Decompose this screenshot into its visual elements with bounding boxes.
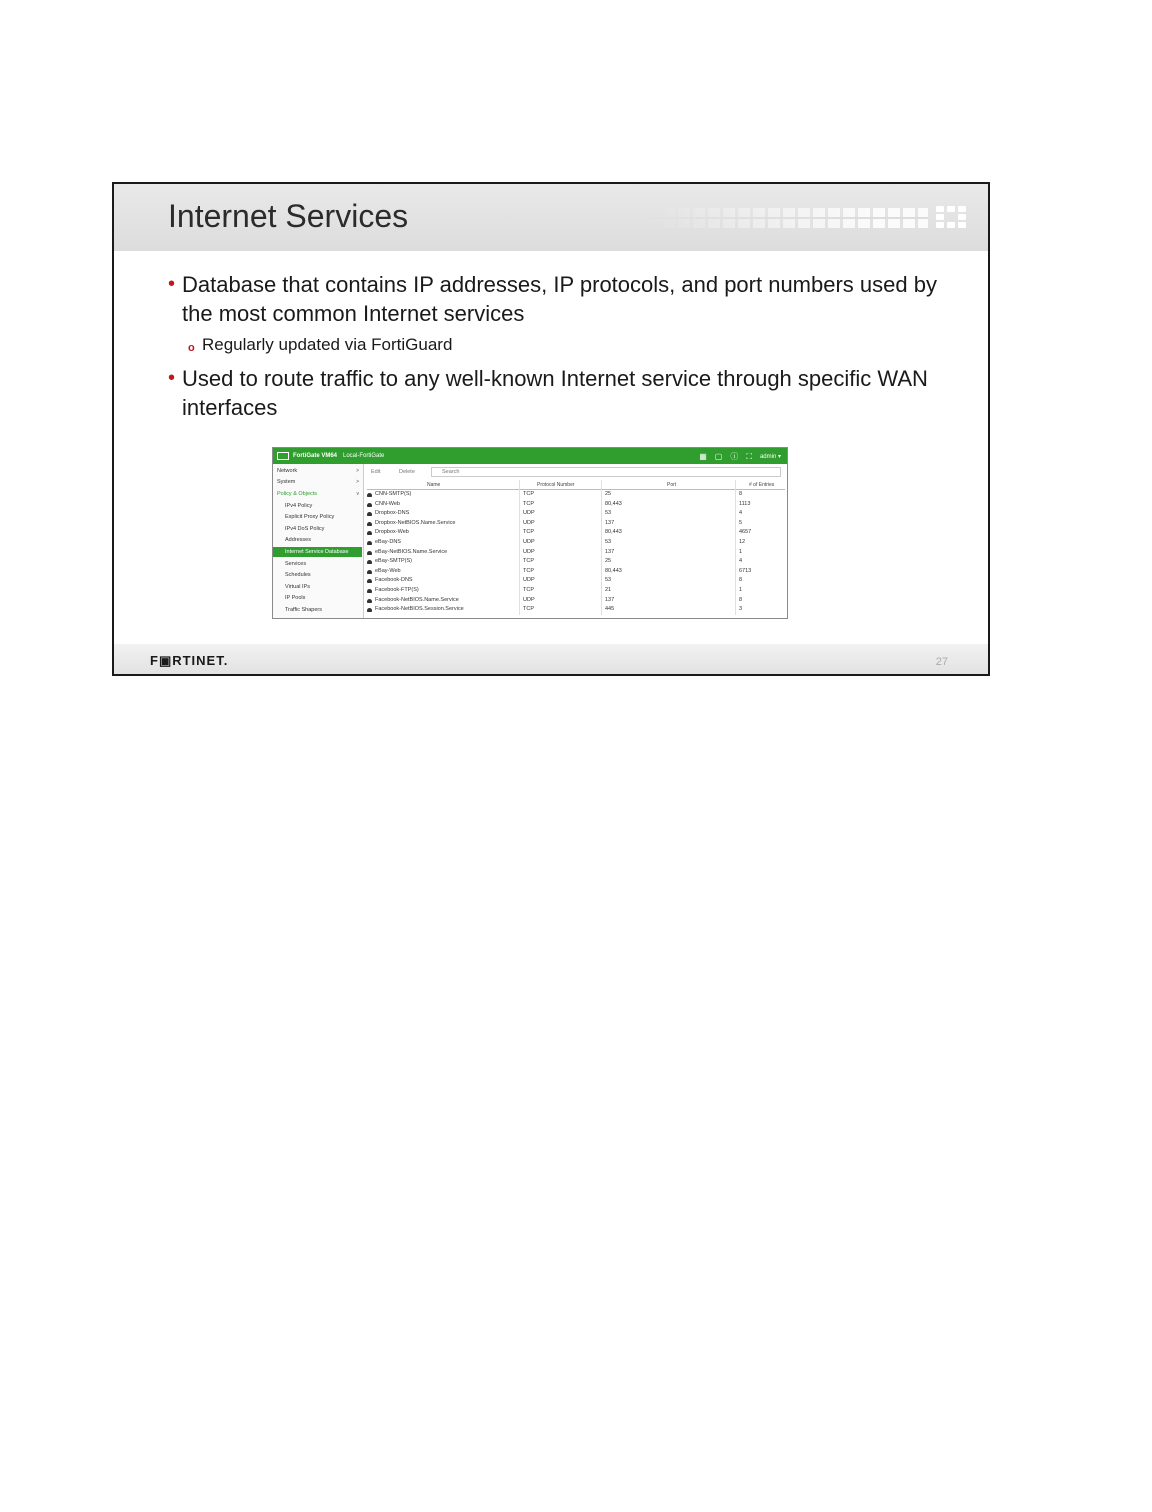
- cell-port: 137: [605, 548, 615, 555]
- cloud-icon: [367, 589, 372, 593]
- sidebar-item-explicit-proxy[interactable]: Explicit Proxy Policy: [285, 514, 335, 520]
- column-header-entries[interactable]: # of Entries: [749, 482, 775, 488]
- sidebar-item-virtual-ips[interactable]: Virtual IPs: [285, 584, 310, 590]
- fortigate-logo-icon: [277, 452, 289, 460]
- cloud-icon: [367, 522, 372, 526]
- help-icon[interactable]: ⓘ: [730, 452, 739, 461]
- cell-port: 80,443: [605, 500, 622, 507]
- cell-name: CNN-Web: [375, 500, 400, 507]
- fortigate-screenshot: [272, 447, 788, 619]
- bullet-item: • Used to route traffic to any well-known Internet service through specific WAN interfaces: [168, 364, 948, 422]
- table-row[interactable]: [367, 519, 785, 529]
- cell-entries: 8: [739, 577, 743, 584]
- sidebar-item-network[interactable]: Network: [277, 468, 298, 474]
- cell-entries: 6713: [739, 567, 752, 574]
- slide-header: [114, 184, 988, 251]
- cell-protocol: TCP: [523, 558, 534, 565]
- edit-button[interactable]: Edit: [371, 469, 381, 475]
- cell-port: 53: [605, 510, 612, 517]
- slide-footer: [114, 644, 988, 674]
- chevron-right-icon: >: [356, 468, 359, 474]
- sidebar-item-system[interactable]: System: [277, 479, 296, 485]
- hostname: Local-FortiGate: [343, 453, 385, 459]
- chevron-right-icon: >: [356, 479, 359, 485]
- table-row[interactable]: [367, 596, 785, 606]
- table-header: [367, 480, 785, 490]
- cell-entries: 1113: [739, 500, 751, 507]
- cloud-icon: [367, 560, 372, 564]
- cell-protocol: UDP: [523, 596, 535, 603]
- table-row[interactable]: [367, 528, 785, 538]
- cloud-icon: [367, 579, 372, 583]
- cli-console-icon[interactable]: ▦: [699, 452, 707, 461]
- cloud-icon: [367, 599, 372, 603]
- table-row[interactable]: [367, 605, 785, 615]
- sidebar-item-ip-pools[interactable]: IP Pools: [285, 595, 306, 601]
- cell-entries: 12: [739, 538, 746, 545]
- cloud-icon: [367, 608, 372, 612]
- cell-protocol: TCP: [523, 606, 534, 613]
- sidebar-item-schedules[interactable]: Schedules: [285, 572, 311, 578]
- table-body: [367, 490, 785, 615]
- cell-name: Facebook-FTP(S): [375, 586, 419, 593]
- fullscreen-icon[interactable]: ▢: [714, 452, 723, 461]
- expand-icon[interactable]: ⛶: [746, 451, 752, 461]
- cell-name: eBay-DNS: [375, 538, 401, 545]
- cell-entries: 1: [739, 586, 743, 593]
- cloud-icon: [367, 541, 372, 545]
- cell-entries: 5: [739, 519, 743, 526]
- search-input[interactable]: Search: [431, 467, 781, 477]
- cell-port: 137: [605, 519, 615, 526]
- cell-name: eBay-Web: [375, 567, 401, 574]
- service-table: [367, 480, 785, 615]
- cell-port: 445: [605, 606, 615, 613]
- page-number: 27: [935, 656, 948, 668]
- table-row[interactable]: [367, 557, 785, 567]
- sidebar-item-addresses[interactable]: Addresses: [285, 537, 311, 543]
- table-row[interactable]: [367, 576, 785, 586]
- cell-entries: 1: [739, 548, 743, 555]
- cell-protocol: TCP: [523, 586, 534, 593]
- cell-port: 137: [605, 596, 615, 603]
- cell-name: Facebook-NetBIOS.Name.Service: [375, 596, 459, 603]
- sidebar-item-policy-objects[interactable]: Policy & Objects: [277, 491, 318, 497]
- cell-name: Dropbox-NetBIOS.Name.Service: [375, 519, 456, 526]
- cloud-icon: [367, 551, 372, 555]
- chevron-down-icon: v: [356, 491, 359, 497]
- cell-entries: 8: [739, 491, 743, 497]
- cell-protocol: TCP: [523, 500, 534, 507]
- cell-port: 25: [605, 558, 612, 565]
- bullet-list: [168, 270, 948, 428]
- fortigate-sidebar: [273, 464, 364, 618]
- slide-frame: [112, 182, 990, 676]
- table-row[interactable]: [367, 500, 785, 510]
- cell-entries: 8: [739, 596, 743, 603]
- cell-port: 53: [605, 577, 612, 584]
- table-row[interactable]: [367, 538, 785, 548]
- bullet-item: • Database that contains IP addresses, IP protocols, and port numbers used by the most common Internet services: [168, 270, 948, 328]
- cell-name: CNN-SMTP(S): [375, 491, 412, 497]
- column-header-protocol[interactable]: Protocol Number: [537, 482, 575, 488]
- column-header-port[interactable]: Port: [667, 482, 677, 488]
- table-row[interactable]: [367, 586, 785, 596]
- cell-name: Facebook-DNS: [375, 577, 413, 584]
- admin-menu[interactable]: admin ▾: [759, 454, 781, 460]
- cell-entries: 3: [739, 606, 743, 613]
- cell-protocol: UDP: [523, 538, 535, 545]
- cell-protocol: UDP: [523, 510, 535, 517]
- device-name: FortiGate VM64: [293, 453, 338, 459]
- table-row[interactable]: [367, 567, 785, 577]
- cell-port: 80,443: [605, 529, 622, 536]
- cell-entries: 4657: [739, 529, 752, 536]
- cell-name: Facebook-NetBIOS.Session.Service: [375, 606, 464, 613]
- slide-title: Internet Services: [168, 198, 409, 234]
- sidebar-item-internet-service-db[interactable]: Internet Service Database: [273, 547, 362, 557]
- table-row[interactable]: [367, 509, 785, 519]
- cloud-icon: [367, 493, 372, 497]
- cloud-icon: [367, 531, 372, 535]
- sub-bullet-item: o Regularly updated via FortiGuard: [168, 334, 948, 356]
- delete-button[interactable]: Delete: [399, 469, 415, 475]
- cell-port: 53: [605, 538, 612, 545]
- topbar-icons: [699, 451, 781, 462]
- fortigate-topbar: [273, 448, 787, 464]
- sidebar-item-services[interactable]: Services: [285, 561, 307, 567]
- cell-protocol: UDP: [523, 548, 535, 555]
- cell-name: eBay-SMTP(S): [375, 558, 412, 565]
- fortinet-logo: F▣RTINET.: [150, 653, 229, 668]
- cell-port: 21: [605, 586, 612, 593]
- cell-name: Dropbox-DNS: [375, 510, 410, 517]
- table-row[interactable]: [367, 490, 785, 500]
- cell-entries: 4: [739, 558, 743, 565]
- cell-name: Dropbox-Web: [375, 529, 409, 536]
- cell-protocol: TCP: [523, 567, 534, 574]
- sidebar-item-traffic-shapers[interactable]: Traffic Shapers: [285, 607, 322, 613]
- header-decoration: [648, 208, 928, 228]
- cell-name: eBay-NetBIOS.Name.Service: [375, 548, 448, 555]
- sidebar-item-ipv4-policy[interactable]: IPv4 Policy: [285, 503, 313, 509]
- cell-protocol: TCP: [523, 529, 534, 536]
- column-header-name[interactable]: Name: [427, 482, 441, 488]
- table-row[interactable]: [367, 548, 785, 558]
- cell-protocol: TCP: [523, 491, 534, 497]
- cell-port: 25: [605, 491, 612, 497]
- cell-port: 80,443: [605, 567, 622, 574]
- fortigate-toolbar: [369, 467, 781, 478]
- sidebar-item-dos-policy[interactable]: IPv4 DoS Policy: [285, 526, 325, 532]
- cell-protocol: UDP: [523, 519, 535, 526]
- cloud-icon: [367, 570, 372, 574]
- cell-protocol: UDP: [523, 577, 535, 584]
- cloud-icon: [367, 503, 372, 507]
- cell-entries: 4: [739, 510, 743, 517]
- cloud-icon: [367, 512, 372, 516]
- fortinet-grid-icon: [936, 206, 966, 228]
